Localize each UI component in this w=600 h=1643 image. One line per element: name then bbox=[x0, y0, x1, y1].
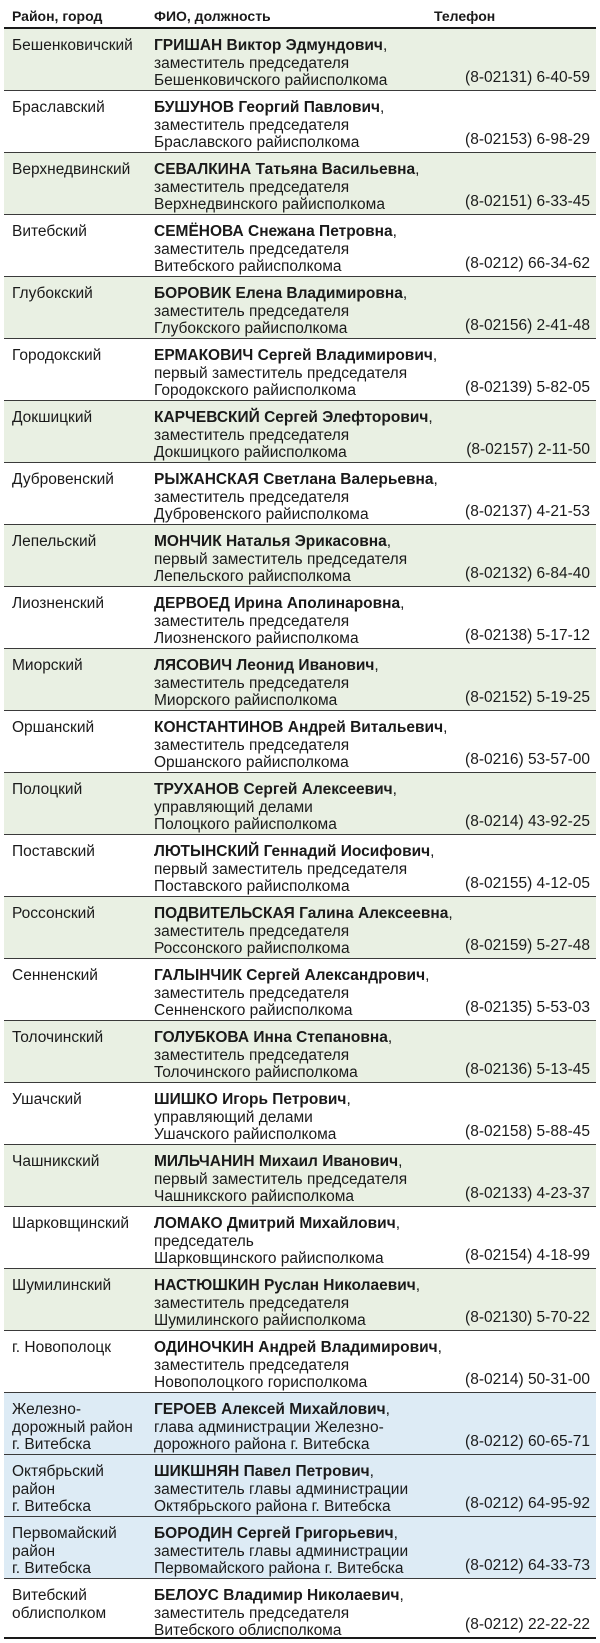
person-name: ГЕРОЕВ bbox=[154, 1401, 217, 1418]
person-cell bbox=[154, 37, 454, 90]
position-line: Глубокского райисполкома bbox=[154, 320, 348, 337]
position-line: Шарковщинского райисполкома bbox=[154, 1250, 384, 1267]
person-name: ЛОМАКО bbox=[154, 1215, 223, 1232]
person-given-name: Михаил Иванович bbox=[258, 1153, 399, 1170]
person-given-name: Леонид Иванович bbox=[236, 657, 375, 674]
person-name: РЫЖАНСКАЯ bbox=[154, 471, 259, 488]
district-cell: Шарковщинский bbox=[12, 1215, 130, 1232]
position-line: Браславского райисполкома bbox=[154, 134, 360, 151]
person-name: КАРЧЕВСКИЙ bbox=[154, 409, 260, 426]
person-given-name: Игорь Петрович bbox=[222, 1091, 347, 1108]
phone-number: (8-02158) 5-88-45 bbox=[465, 1122, 590, 1140]
table-row bbox=[4, 711, 596, 773]
person-given-name: Елена Владимировна bbox=[235, 285, 403, 302]
person-name-line: МОНЧИК Наталья Эрикасовна, bbox=[154, 533, 392, 550]
person-cell bbox=[154, 1091, 454, 1144]
position-line: первый заместитель председателя bbox=[154, 860, 408, 878]
phone-number: (8-02136) 5-13-45 bbox=[465, 1060, 590, 1078]
district-cell: Глубокский bbox=[12, 285, 93, 302]
person-name-line: КОНСТАНТИНОВ Андрей Витальевич, bbox=[154, 719, 448, 736]
person-name-line: ШИКШНЯН Павел Петрович, bbox=[154, 1463, 374, 1480]
position-line: заместитель председателя bbox=[154, 922, 350, 940]
person-given-name: Андрей Владимирович bbox=[258, 1339, 438, 1356]
person-cell bbox=[154, 285, 454, 338]
person-cell bbox=[154, 781, 454, 834]
person-cell bbox=[154, 719, 454, 772]
person-cell bbox=[154, 1339, 454, 1392]
person-cell bbox=[154, 1277, 454, 1330]
position-line: заместитель председателя bbox=[154, 1604, 350, 1622]
position-line: Витебского облисполкома bbox=[154, 1622, 342, 1639]
person-given-name: Инна Степановна bbox=[253, 1029, 388, 1046]
person-cell bbox=[154, 161, 454, 214]
person-given-name: Виктор Эдмундович bbox=[226, 37, 383, 54]
phone-number: (8-02131) 6-40-59 bbox=[465, 68, 590, 86]
position-line: управляющий делами bbox=[154, 798, 313, 816]
person-cell bbox=[154, 223, 454, 276]
table-row bbox=[4, 897, 596, 959]
table-row bbox=[4, 1455, 596, 1517]
person-cell bbox=[154, 843, 454, 896]
position-line: заместитель председателя bbox=[154, 488, 350, 506]
table-row bbox=[4, 1145, 596, 1207]
person-name: МОНЧИК bbox=[154, 533, 222, 550]
district-cell: Железно- дорожный район г. Витебска bbox=[12, 1401, 133, 1453]
phone-number: (8-02135) 5-53-03 bbox=[465, 998, 590, 1016]
district-cell: Витебский bbox=[12, 223, 87, 240]
position-line: первый заместитель председателя bbox=[154, 364, 408, 382]
person-name: ОДИНОЧКИН bbox=[154, 1339, 254, 1356]
district-cell: г. Новополоцк bbox=[12, 1339, 112, 1356]
table-row bbox=[4, 29, 596, 91]
position-line: заместитель председателя bbox=[154, 612, 350, 630]
position-line: Бешенковичского райисполкома bbox=[154, 72, 388, 89]
table-row bbox=[4, 773, 596, 835]
person-cell bbox=[154, 1463, 454, 1516]
position-line: Чашникского райисполкома bbox=[154, 1188, 355, 1205]
person-name-line: ГЕРОЕВ Алексей Михайлович, bbox=[154, 1401, 390, 1418]
phone-number: (8-02133) 4-23-37 bbox=[465, 1184, 590, 1202]
district-cell: Городокский bbox=[12, 347, 102, 364]
position-line: Первомайского района г. Витебска bbox=[154, 1560, 404, 1577]
phone-number: (8-0212) 64-33-73 bbox=[465, 1556, 590, 1574]
position-line: Витебского райисполкома bbox=[154, 258, 342, 275]
district-cell: Оршанский bbox=[12, 719, 95, 736]
position-line: глава администрации Железно- bbox=[154, 1418, 384, 1436]
person-name-line: БУШУНОВ Георгий Павлович, bbox=[154, 99, 385, 116]
table-row bbox=[4, 463, 596, 525]
person-given-name: Алексей Михайлович bbox=[221, 1401, 386, 1418]
person-name: ШИКШНЯН bbox=[154, 1463, 240, 1480]
position-line: Докшицкого райисполкома bbox=[154, 444, 347, 461]
person-given-name: Андрей Витальевич bbox=[287, 719, 444, 736]
phone-number: (8-0212) 64-95-92 bbox=[465, 1494, 590, 1512]
position-line: заместитель председателя bbox=[154, 240, 350, 258]
district-cell: Чашникский bbox=[12, 1153, 100, 1170]
table-row bbox=[4, 153, 596, 215]
table-row bbox=[4, 1517, 596, 1579]
person-cell bbox=[154, 657, 454, 710]
phone-number: (8-02153) 6-98-29 bbox=[465, 130, 590, 148]
header-person: ФИО, должность bbox=[154, 8, 271, 24]
position-line: Полоцкого райисполкома bbox=[154, 816, 337, 833]
table-row bbox=[4, 91, 596, 153]
position-line: Верхнедвинского райисполкома bbox=[154, 196, 385, 213]
position-line: заместитель председателя bbox=[154, 1046, 350, 1064]
position-line: Лепельского райисполкома bbox=[154, 568, 351, 585]
district-cell: Лепельский bbox=[12, 533, 97, 550]
person-given-name: Галина Алексеевна bbox=[299, 905, 449, 922]
position-line: первый заместитель председателя bbox=[154, 550, 408, 568]
person-name: ЕРМАКОВИЧ bbox=[154, 347, 254, 364]
district-cell: Шумилинский bbox=[12, 1277, 112, 1294]
person-name-line: БЕЛОУС Владимир Николаевич, bbox=[154, 1587, 404, 1604]
position-line: Городокского райисполкома bbox=[154, 382, 356, 399]
person-given-name: Владимир Николаевич bbox=[223, 1587, 400, 1604]
position-line: Дубровенского райисполкома bbox=[154, 506, 369, 523]
position-line: Оршанского райисполкома bbox=[154, 754, 349, 771]
person-given-name: Сергей Александрович bbox=[246, 967, 426, 984]
person-name: ГРИШАН bbox=[154, 37, 223, 54]
table-row bbox=[4, 1083, 596, 1145]
phone-number: (8-02130) 5-70-22 bbox=[465, 1308, 590, 1326]
person-name-line: ОДИНОЧКИН Андрей Владимирович, bbox=[154, 1339, 442, 1356]
person-given-name: Павел Петрович bbox=[243, 1463, 370, 1480]
district-cell: Россонский bbox=[12, 905, 95, 922]
person-given-name: Сергей Элефторович bbox=[264, 409, 429, 426]
header-district: Район, город bbox=[12, 8, 103, 24]
person-name: ГАЛЫНЧИК bbox=[154, 967, 242, 984]
person-given-name: Наталья Эрикасовна bbox=[225, 533, 387, 550]
position-line: Ушачского райисполкома bbox=[154, 1126, 337, 1143]
position-line: заместитель председателя bbox=[154, 984, 350, 1002]
district-cell: Поставский bbox=[12, 843, 95, 860]
position-line: Сенненского райисполкома bbox=[154, 1002, 353, 1019]
district-cell: Октябрьский район г. Витебска bbox=[12, 1463, 104, 1515]
district-cell: Витебский облисполком bbox=[12, 1587, 107, 1622]
position-line: заместитель председателя bbox=[154, 1294, 350, 1312]
person-cell bbox=[154, 1029, 454, 1082]
phone-number: (8-0212) 66-34-62 bbox=[465, 254, 590, 272]
phone-number: (8-02151) 6-33-45 bbox=[465, 192, 590, 210]
phone-number: (8-02138) 5-17-12 bbox=[465, 626, 590, 644]
person-name: ДЕРВОЕД bbox=[154, 595, 230, 612]
person-cell bbox=[154, 595, 454, 648]
position-line: Миорского райисполкома bbox=[154, 692, 338, 709]
phone-number: (8-02152) 5-19-25 bbox=[465, 688, 590, 706]
header-phone: Телефон bbox=[434, 8, 496, 24]
district-cell: Сенненский bbox=[12, 967, 98, 984]
position-line: первый заместитель председателя bbox=[154, 1170, 408, 1188]
person-name-line: МИЛЬЧАНИН Михаил Иванович, bbox=[154, 1153, 403, 1170]
person-given-name: Георгий Павлович bbox=[238, 99, 381, 116]
person-name-line: ЕРМАКОВИЧ Сергей Владимирович, bbox=[154, 347, 438, 364]
position-line: Толочинского райисполкома bbox=[154, 1064, 358, 1081]
person-given-name: Снежана Петровна bbox=[248, 223, 393, 240]
person-name: КОНСТАНТИНОВ bbox=[154, 719, 284, 736]
person-name-line: ЛЮТЫНСКИЙ Геннадий Иосифович, bbox=[154, 843, 435, 860]
person-name: ШИШКО bbox=[154, 1091, 218, 1108]
position-line: заместитель председателя bbox=[154, 736, 350, 754]
position-line: Шумилинского райисполкома bbox=[154, 1312, 366, 1329]
position-line: заместитель председателя bbox=[154, 674, 350, 692]
person-name: ГОЛУБКОВА bbox=[154, 1029, 250, 1046]
phone-number: (8-02155) 4-12-05 bbox=[465, 874, 590, 892]
position-line: заместитель председателя bbox=[154, 302, 350, 320]
person-given-name: Геннадий Иосифович bbox=[263, 843, 431, 860]
person-cell bbox=[154, 99, 454, 152]
table-row bbox=[4, 1579, 596, 1639]
person-name-line: БОРОВИК Елена Владимировна, bbox=[154, 285, 408, 302]
table-row bbox=[4, 277, 596, 339]
table-row bbox=[4, 835, 596, 897]
phone-number: (8-02156) 2-41-48 bbox=[465, 316, 590, 334]
phone-number: (8-02139) 5-82-05 bbox=[465, 378, 590, 396]
person-name-line: КАРЧЕВСКИЙ Сергей Элефторович, bbox=[154, 409, 433, 426]
position-line: Лиозненского райисполкома bbox=[154, 630, 359, 647]
person-name-line: ШИШКО Игорь Петрович, bbox=[154, 1091, 351, 1108]
table-row bbox=[4, 1269, 596, 1331]
position-line: заместитель председателя bbox=[154, 426, 350, 444]
district-cell: Толочинский bbox=[12, 1029, 104, 1046]
table-row bbox=[4, 649, 596, 711]
district-cell: Верхнедвинский bbox=[12, 161, 131, 178]
position-line: Октябрьского района г. Витебска bbox=[154, 1498, 391, 1515]
person-cell bbox=[154, 471, 454, 524]
table-row bbox=[4, 401, 596, 463]
phone-number: (8-0212) 60-65-71 bbox=[465, 1432, 590, 1450]
position-line: заместитель главы администрации bbox=[154, 1542, 409, 1560]
table-header bbox=[4, 0, 596, 29]
person-name: ТРУХАНОВ bbox=[154, 781, 240, 798]
person-given-name: Татьяна Васильевна bbox=[255, 161, 416, 178]
district-cell: Докшицкий bbox=[12, 409, 93, 426]
person-given-name: Сергей Владимирович bbox=[257, 347, 433, 364]
district-cell: Лиозненский bbox=[12, 595, 104, 612]
person-cell bbox=[154, 1401, 454, 1454]
position-line: Новополоцкого горисполкома bbox=[154, 1374, 368, 1391]
person-cell bbox=[154, 905, 454, 958]
table-row bbox=[4, 1393, 596, 1455]
person-given-name: Светлана Валерьевна bbox=[263, 471, 434, 488]
person-given-name: Сергей Алексеевич bbox=[243, 781, 393, 798]
person-name-line: ГАЛЫНЧИК Сергей Александрович, bbox=[154, 967, 430, 984]
person-name: ПОДВИТЕЛЬСКАЯ bbox=[154, 905, 295, 922]
position-line: дорожного района г. Витебска bbox=[154, 1436, 370, 1453]
phone-number: (8-0214) 43-92-25 bbox=[465, 812, 590, 830]
person-name: БУШУНОВ bbox=[154, 99, 235, 116]
person-name-line: ЛОМАКО Дмитрий Михайлович, bbox=[154, 1215, 401, 1232]
table-row bbox=[4, 1021, 596, 1083]
person-cell bbox=[154, 1215, 454, 1268]
table-row bbox=[4, 215, 596, 277]
person-given-name: Ирина Аполинаровна bbox=[234, 595, 401, 612]
position-line: заместитель председателя bbox=[154, 54, 350, 72]
table-row bbox=[4, 525, 596, 587]
position-line: заместитель главы администрации bbox=[154, 1480, 409, 1498]
person-name: БОРОДИН bbox=[154, 1525, 233, 1542]
person-name: МИЛЬЧАНИН bbox=[154, 1153, 255, 1170]
person-name: СЕВАЛКИНА bbox=[154, 161, 252, 178]
person-name: СЕМЁНОВА bbox=[154, 223, 244, 240]
person-given-name: Сергей Григорьевич bbox=[236, 1525, 394, 1542]
table-row bbox=[4, 1331, 596, 1393]
person-name-line: БОРОДИН Сергей Григорьевич, bbox=[154, 1525, 398, 1542]
person-name: НАСТЮШКИН bbox=[154, 1277, 260, 1294]
person-name: БОРОВИК bbox=[154, 285, 232, 302]
district-cell: Полоцкий bbox=[12, 781, 83, 798]
position-line: Россонского райисполкома bbox=[154, 940, 350, 957]
person-cell bbox=[154, 1153, 454, 1206]
district-cell: Миорский bbox=[12, 657, 83, 674]
phone-number: (8-02154) 4-18-99 bbox=[465, 1246, 590, 1264]
position-line: заместитель председателя bbox=[154, 178, 350, 196]
phone-number: (8-02132) 6-84-40 bbox=[465, 564, 590, 582]
district-cell: Браславский bbox=[12, 99, 105, 116]
person-cell bbox=[154, 967, 454, 1020]
person-name-line: ГРИШАН Виктор Эдмундович, bbox=[154, 37, 388, 54]
position-line: председатель bbox=[154, 1232, 254, 1250]
phone-number: (8-0214) 50-31-00 bbox=[465, 1370, 590, 1388]
district-cell: Бешенковичский bbox=[12, 37, 133, 54]
person-name-line: ТРУХАНОВ Сергей Алексеевич, bbox=[154, 781, 397, 798]
district-cell: Дубровенский bbox=[12, 471, 114, 488]
person-cell bbox=[154, 1587, 454, 1640]
table-body bbox=[4, 29, 596, 1639]
person-name-line: ЛЯСОВИЧ Леонид Иванович, bbox=[154, 657, 379, 674]
phone-number: (8-02159) 5-27-48 bbox=[465, 936, 590, 954]
district-cell: Ушачский bbox=[12, 1091, 82, 1108]
person-name-line: ДЕРВОЕД Ирина Аполинаровна, bbox=[154, 595, 405, 612]
person-name-line: РЫЖАНСКАЯ Светлана Валерьевна, bbox=[154, 471, 438, 488]
position-line: заместитель председателя bbox=[154, 1356, 350, 1374]
person-cell bbox=[154, 533, 454, 586]
person-name: ЛЯСОВИЧ bbox=[154, 657, 233, 674]
district-cell: Первомайский район г. Витебска bbox=[12, 1525, 117, 1577]
position-line: управляющий делами bbox=[154, 1108, 313, 1126]
phone-number: (8-0212) 22-22-22 bbox=[465, 1615, 590, 1633]
person-name-line: НАСТЮШКИН Руслан Николаевич, bbox=[154, 1277, 421, 1294]
person-cell bbox=[154, 347, 454, 400]
person-name-line: СЕВАЛКИНА Татьяна Васильевна, bbox=[154, 161, 420, 178]
phone-number: (8-0216) 53-57-00 bbox=[465, 750, 590, 768]
table-row bbox=[4, 959, 596, 1021]
person-name-line: ПОДВИТЕЛЬСКАЯ Галина Алексеевна, bbox=[154, 905, 453, 922]
person-given-name: Руслан Николаевич bbox=[263, 1277, 416, 1294]
person-cell bbox=[154, 1525, 454, 1578]
person-name: ЛЮТЫНСКИЙ bbox=[154, 843, 260, 860]
table-row bbox=[4, 339, 596, 401]
person-name: БЕЛОУС bbox=[154, 1587, 219, 1604]
person-name-line: ГОЛУБКОВА Инна Степановна, bbox=[154, 1029, 393, 1046]
person-cell bbox=[154, 409, 454, 462]
phone-number: (8-02137) 4-21-53 bbox=[465, 502, 590, 520]
person-given-name: Дмитрий Михайлович bbox=[226, 1215, 396, 1232]
phone-number: (8-02157) 2-11-50 bbox=[466, 440, 590, 458]
table-row bbox=[4, 587, 596, 649]
table-row bbox=[4, 1207, 596, 1269]
position-line: Поставского райисполкома bbox=[154, 878, 350, 895]
person-name-line: СЕМЁНОВА Снежана Петровна, bbox=[154, 223, 397, 240]
position-line: заместитель председателя bbox=[154, 116, 350, 134]
